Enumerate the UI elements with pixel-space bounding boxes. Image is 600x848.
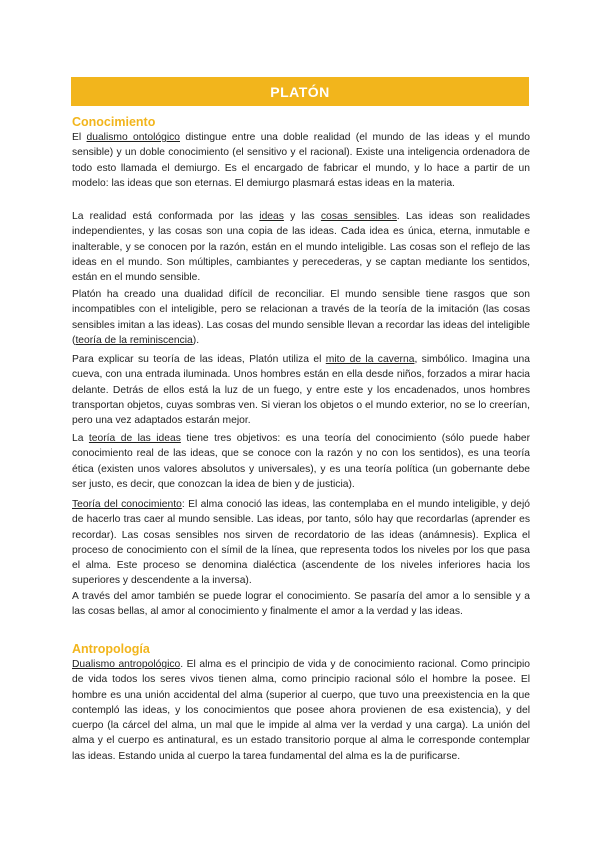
text-run: ). — [192, 334, 200, 346]
text-run: : El alma conoció las ideas, las contemplaba en el mundo inteligible, y dejó de hacerlo tras caer al mundo sensible. Las ideas, por tanto, sólo hay que recordarlas (aprender es recordar). Las cosas sensibles nos sirven de recordatorio de las ideas (anámnesis). Explica el proceso de conocimiento con el símil de la línea, que representa todos los niveles por los que pasa el alma. Este proceso se denomina dialéctica (ascendente de los niveles inferiores hacia los superiores y descendente a la inversa). — [72, 499, 530, 587]
paragraph-teoria-conocimiento — [72, 497, 530, 619]
underlined-term: cosas sensibles — [320, 211, 397, 222]
underlined-term: Dualismo antropológico — [72, 659, 181, 670]
title-banner — [71, 77, 529, 106]
section-heading-conocimiento: Conocimiento — [72, 115, 156, 129]
paragraph-dualismo-ontologico — [72, 130, 530, 191]
text-run: tiene tres objetivos: es una teoría del conocimiento (sólo puede haber conocimiento real de las ideas, que se conoce con la razón y no con los sentidos), es una teoría ética (existen unos valores absolutos y universales), y es una teoría política (un gobernante debe ser justo, es decir, que conozcan la idea de bien y de justicia). — [72, 433, 530, 490]
underlined-term: ideas — [259, 211, 284, 222]
text-run: El — [72, 132, 87, 143]
document-title: PLATÓN — [270, 83, 330, 100]
text-run: distingue entre una doble realidad (el mundo de las ideas y el mundo sensible) y un doble conocimiento (el sensitivo y el racional). Existe una inteligencia ordenadora de todo esto llamada el demiurgo. Es el encargado de fabricar el mundo, y lo hace a partir de un modelo: las ideas que son eternas. El demiurgo plasmará estas ideas en la materia. — [72, 132, 530, 189]
text-run: . Las ideas son realidades independientes, y las cosas son una copia de las ideas. Cada idea es única, eterna, inmutable e inalterable, y se conocen por la razón, están en el mundo inteligible. Las cosas son el reflejo de las ideas en el mundo. Son múltiples, cambiantes y perecederas, y se captan mediante los sentidos, están en el mundo sensible. — [72, 211, 530, 284]
paragraph-dualidad — [72, 287, 530, 348]
underlined-term: dualismo ontológico — [86, 132, 180, 143]
text-run: La realidad está conformada por las — [72, 211, 260, 222]
text-run: , simbólico. Imagina una cueva, con una entrada iluminada. Unos hombres están en ella desde niños, forzados a mirar hacia delante. Detrás de ellos está la luz de un fuego, y entre este y los encadenados, unos hombres transportan objetos, cuyas sombras ven. Si vieran los objetos o el mundo exterior, no se lo creerían, pero una vez adaptados estarán mejor. — [72, 354, 530, 427]
text-run: A través del amor también se puede lograr el conocimiento. Se pasaría del amor a lo sensible y a las cosas bellas, al amor al conocimiento y finalmente el amor a la verdad y las ideas. — [72, 590, 530, 618]
underlined-term: mito de la caverna — [325, 354, 415, 365]
text-run: y las — [283, 211, 321, 222]
paragraph-mito-caverna — [72, 352, 530, 428]
text-run: Para explicar su teoría de las ideas, Platón utiliza el — [72, 354, 326, 365]
paragraph-teoria-ideas — [72, 431, 530, 492]
underlined-term: teoría de la reminiscencia — [75, 334, 193, 346]
underlined-term: teoría de las ideas — [88, 433, 181, 444]
text-run: La — [72, 433, 89, 444]
underlined-term: Teoría del conocimiento — [72, 499, 182, 510]
paragraph-realidad — [72, 209, 530, 285]
text-run: Platón ha creado una dualidad difícil de reconciliar. El mundo sensible tiene rasgos que son incompatibles con el inteligible, pero se relacionan a través de la teoría de la imitación (las cosas sensibles imitan a las ideas). Las cosas del mundo sensible llevan a recordar las ideas del inteligible ( — [72, 289, 530, 346]
section-heading-antropologia: Antropología — [72, 642, 150, 656]
text-run: . El alma es el principio de vida y de conocimiento racional. Como principio de vida todos los seres vivos tienen alma, como principio racional sólo el hombre la posee. El hombre es una unión accidental del alma (superior al cuerpo, que tuvo una preexistencia en la que contempló las ideas, y los conocimientos que posee ahora provienen de esa existencia), y del cuerpo (la cárcel del alma, un mal que le impide al alma ver la verdad y una carga). La unión del alma y el cuerpo es antinatural, es un estado transitorio porque al alma le corresponde contemplar las ideas. Estando unida al cuerpo la tarea fundamental del alma es la de purificarse. — [72, 659, 530, 762]
paragraph-dualismo-antropologico — [72, 657, 530, 764]
